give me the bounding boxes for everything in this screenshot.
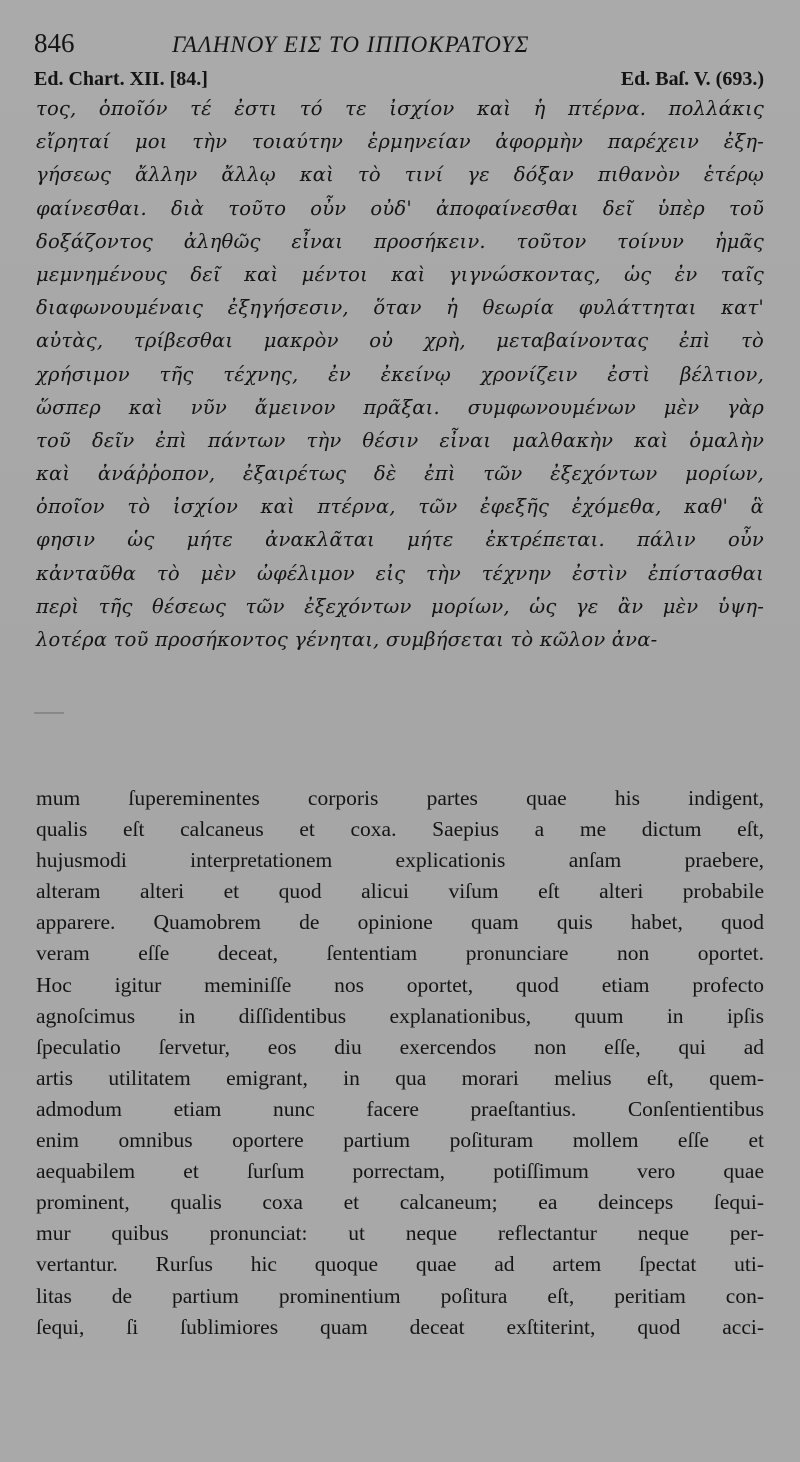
latin-text-line: aequabilem et ſurſum porrectam, potiſſimum vero quae <box>36 1159 764 1184</box>
greek-text-line: περὶ τῆς θέσεως τῶν ἐξεχόντων μορίων, ὡς γε ἂν μὲν ὑψη- <box>36 594 764 618</box>
section-divider <box>34 712 64 714</box>
latin-text-line: agnoſcimus in diſſidentibus explanationibus, quum in ipſis <box>36 1003 764 1028</box>
edition-references <box>34 68 764 94</box>
latin-text-line: qualis eſt calcaneus et coxa. Saepius a me dictum eſt, <box>36 817 764 842</box>
latin-text-line: hujusmodi interpretationem explicationis anſam praebere, <box>36 848 764 873</box>
running-title: ΓΑΛΗΝΟΥ ΕΙΣ ΤΟ ΙΠΠΟΚΡΑΤΟΥΣ <box>172 32 530 57</box>
latin-text-line: admodum etiam nunc facere praeſtantius. Conſentientibus <box>36 1096 764 1121</box>
greek-text-line: γήσεως ἄλλην ἄλλῳ καὶ τὸ τινί γε δόξαν πιθανὸν ἑτέρῳ <box>36 163 764 187</box>
greek-text-line: δοξάζοντος ἀληθῶς εἶναι προσήκειν. τοῦτον τοίνυν ἡμᾶς <box>36 229 764 253</box>
greek-text-line: ὥσπερ καὶ νῦν ἄμεινον πρᾶξαι. συμφωνουμένων μὲν γὰρ <box>36 395 764 419</box>
greek-text-block <box>36 92 764 656</box>
greek-text-line: αὐτὰς, τρίβεσθαι μακρὸν οὐ χρὴ, μεταβαίνοντας ἐπὶ τὸ <box>36 329 764 353</box>
greek-text-line: χρήσιμον τῆς τέχνης, ἐν ἐκείνῳ χρονίζειν ἐστὶ βέλτιον, <box>36 362 764 386</box>
greek-text-line: κἀνταῦθα τὸ μὲν ὠφέλιμον εἰς τὴν τέχνην ἐστὶν ἐπίστασθαι <box>36 561 764 585</box>
greek-text-line: μεμνημένους δεῖ καὶ μέντοι καὶ γιγνώσκοντας, ὡς ἐν ταῖς <box>36 262 764 286</box>
latin-text-line: alteram alteri et quod alicui viſum eſt alteri probabile <box>36 879 764 904</box>
greek-text-line: φαίνεσθαι. διὰ τοῦτο οὖν οὐδ' ἀποφαίνεσθαι δεῖ ὑπὲρ τοῦ <box>36 196 764 220</box>
latin-text-line: enim omnibus oportere partium poſituram mollem eſſe et <box>36 1128 764 1153</box>
latin-text-line: litas de partium prominentium poſitura eſt, peritiam con- <box>36 1283 764 1308</box>
greek-text-line: καὶ ἀνάῤῥοπον, ἐξαιρέτως δὲ ἐπὶ τῶν ἐξεχόντων μορίων, <box>36 462 764 486</box>
latin-text-line: mur quibus pronunciat: ut neque reflectantur neque per- <box>36 1221 764 1246</box>
latin-text-line: Hoc igitur meminiſſe nos oportet, quod etiam profecto <box>36 972 764 997</box>
latin-text-line: artis utilitatem emigrant, in qua morari melius eſt, quem- <box>36 1065 764 1090</box>
latin-text-line: apparere. Quamobrem de opinione quam quis habet, quod <box>36 910 764 935</box>
greek-text-line: διαφωνουμέναις ἐξηγήσεσιν, ὅταν ἡ θεωρία φυλάττηται κατ' <box>36 296 764 320</box>
latin-text-line: veram eſſe deceat, ſententiam pronunciare non oportet. <box>36 941 764 966</box>
greek-text-line: εἴρηταί μοι τὴν τοιαύτην ἑρμηνείαν ἀφορμὴν παρέχειν ἐξη- <box>36 130 764 154</box>
latin-text-line: prominent, qualis coxa et calcaneum; ea deinceps ſequi- <box>36 1190 764 1215</box>
greek-text-line: φησιν ὡς μήτε ἀνακλᾶται μήτε ἐκτρέπεται. πάλιν οὖν <box>36 528 764 552</box>
greek-text-line: ὁποῖον τὸ ἰσχίον καὶ πτέρνα, τῶν ἐφεξῆς ἐχόμεθα, καθ' ἃ <box>36 495 764 519</box>
latin-text-line: vertantur. Rurſus hic quoque quae ad artem ſpectat uti- <box>36 1252 764 1277</box>
page-header <box>34 28 764 64</box>
latin-text-line: ſequi, ſi ſublimiores quam deceat exſtiterint, quod acci- <box>36 1314 764 1339</box>
greek-text-line: λοτέρα τοῦ προσήκοντος γένηται, συμβήσεται τὸ κῶλον ἀνα- <box>36 628 658 651</box>
latin-text-line: mum ſupereminentes corporis partes quae his indigent, <box>36 786 764 810</box>
greek-text-line: τος, ὁποῖόν τέ ἐστι τό τε ἰσχίον καὶ ἡ πτέρνα. πολλάκις <box>36 97 764 120</box>
latin-text-block <box>36 783 764 1343</box>
latin-text-line: ſpeculatio ſervetur, eos diu exercendos non eſſe, qui ad <box>36 1034 764 1059</box>
page-number: 846 <box>34 28 75 58</box>
edition-reference-chartier: Ed. Chart. XII. [84.] <box>34 68 208 90</box>
edition-reference-basel: Ed. Baſ. V. (693.) <box>620 68 764 90</box>
greek-text-line: τοῦ δεῖν ἐπὶ πάντων τὴν θέσιν εἶναι μαλθακὴν καὶ ὁμαλὴν <box>36 428 764 452</box>
